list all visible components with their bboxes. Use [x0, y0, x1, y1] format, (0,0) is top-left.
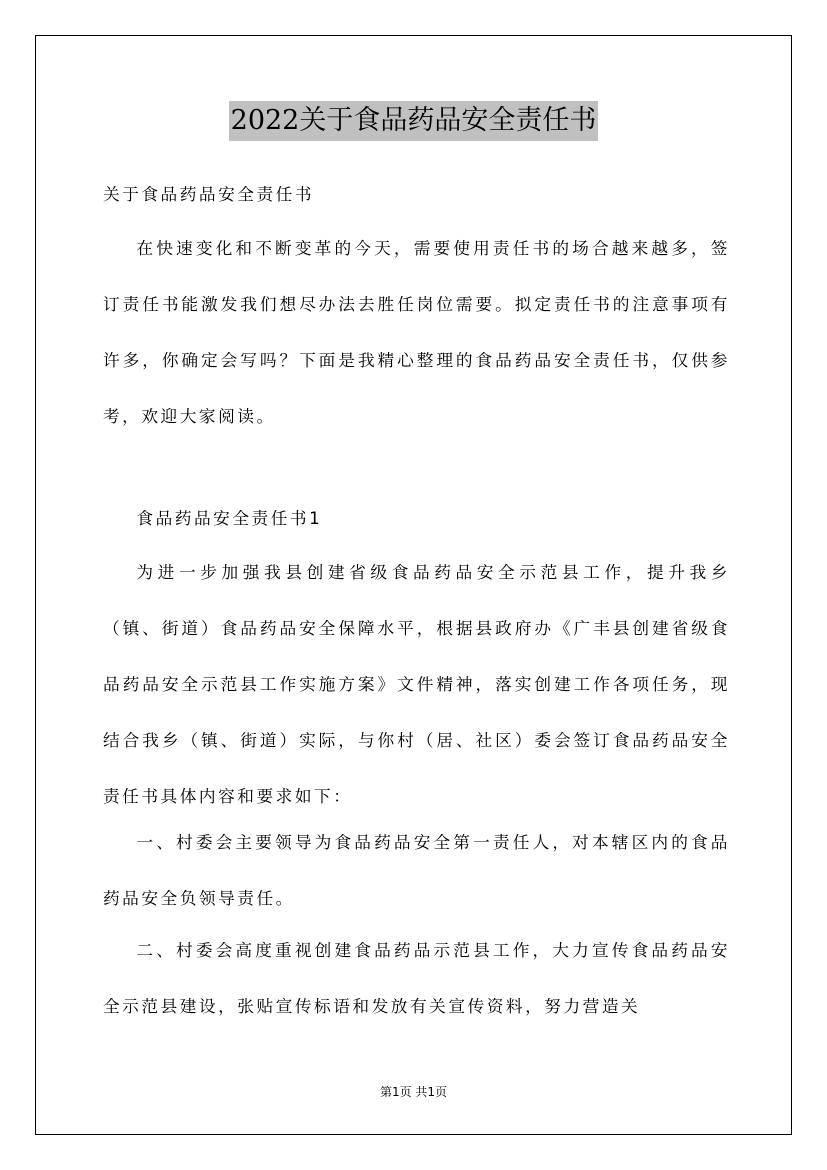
- document-title: 2022关于食品药品安全责任书: [229, 101, 599, 141]
- title-container: [0, 101, 827, 141]
- section-heading: 食品药品安全责任书1: [136, 508, 323, 528]
- intro-paragraph: 在快速变化和不断变革的今天，需要使用责任书的场合越来越多，签订责任书能激发我们想尽办法去胜任岗位需要。拟定责任书的注意事项有许多，你确定会写吗？下面是我精心整理的食品药品安全责任书，仅供参考，欢迎大家阅读。: [103, 238, 730, 426]
- item-2-paragraph: 二、村委会高度重视创建食品药品示范县工作，大力宣传食品药品安全示范县建设，张贴宣传标语和发放有关宣传资料，努力营造关: [103, 940, 730, 1016]
- page-footer: 第1页 共1页: [379, 1085, 448, 1099]
- item-1-paragraph: 一、村委会主要领导为食品药品安全第一责任人，对本辖区内的食品药品安全负领导责任。: [103, 832, 730, 908]
- section-intro-paragraph: 为进一步加强我县创建省级食品药品安全示范县工作，提升我乡（镇、街道）食品药品安全保障水平，根据县政府办《广丰县创建省级食品药品安全示范县工作实施方案》文件精神，落实创建工作各项任务，现结合我乡（镇、街道）实际，与你村（居、社区）委会签订食品药品安全责任书具体内容和要求如下：: [103, 562, 730, 806]
- document-subtitle: 关于食品药品安全责任书: [103, 184, 315, 204]
